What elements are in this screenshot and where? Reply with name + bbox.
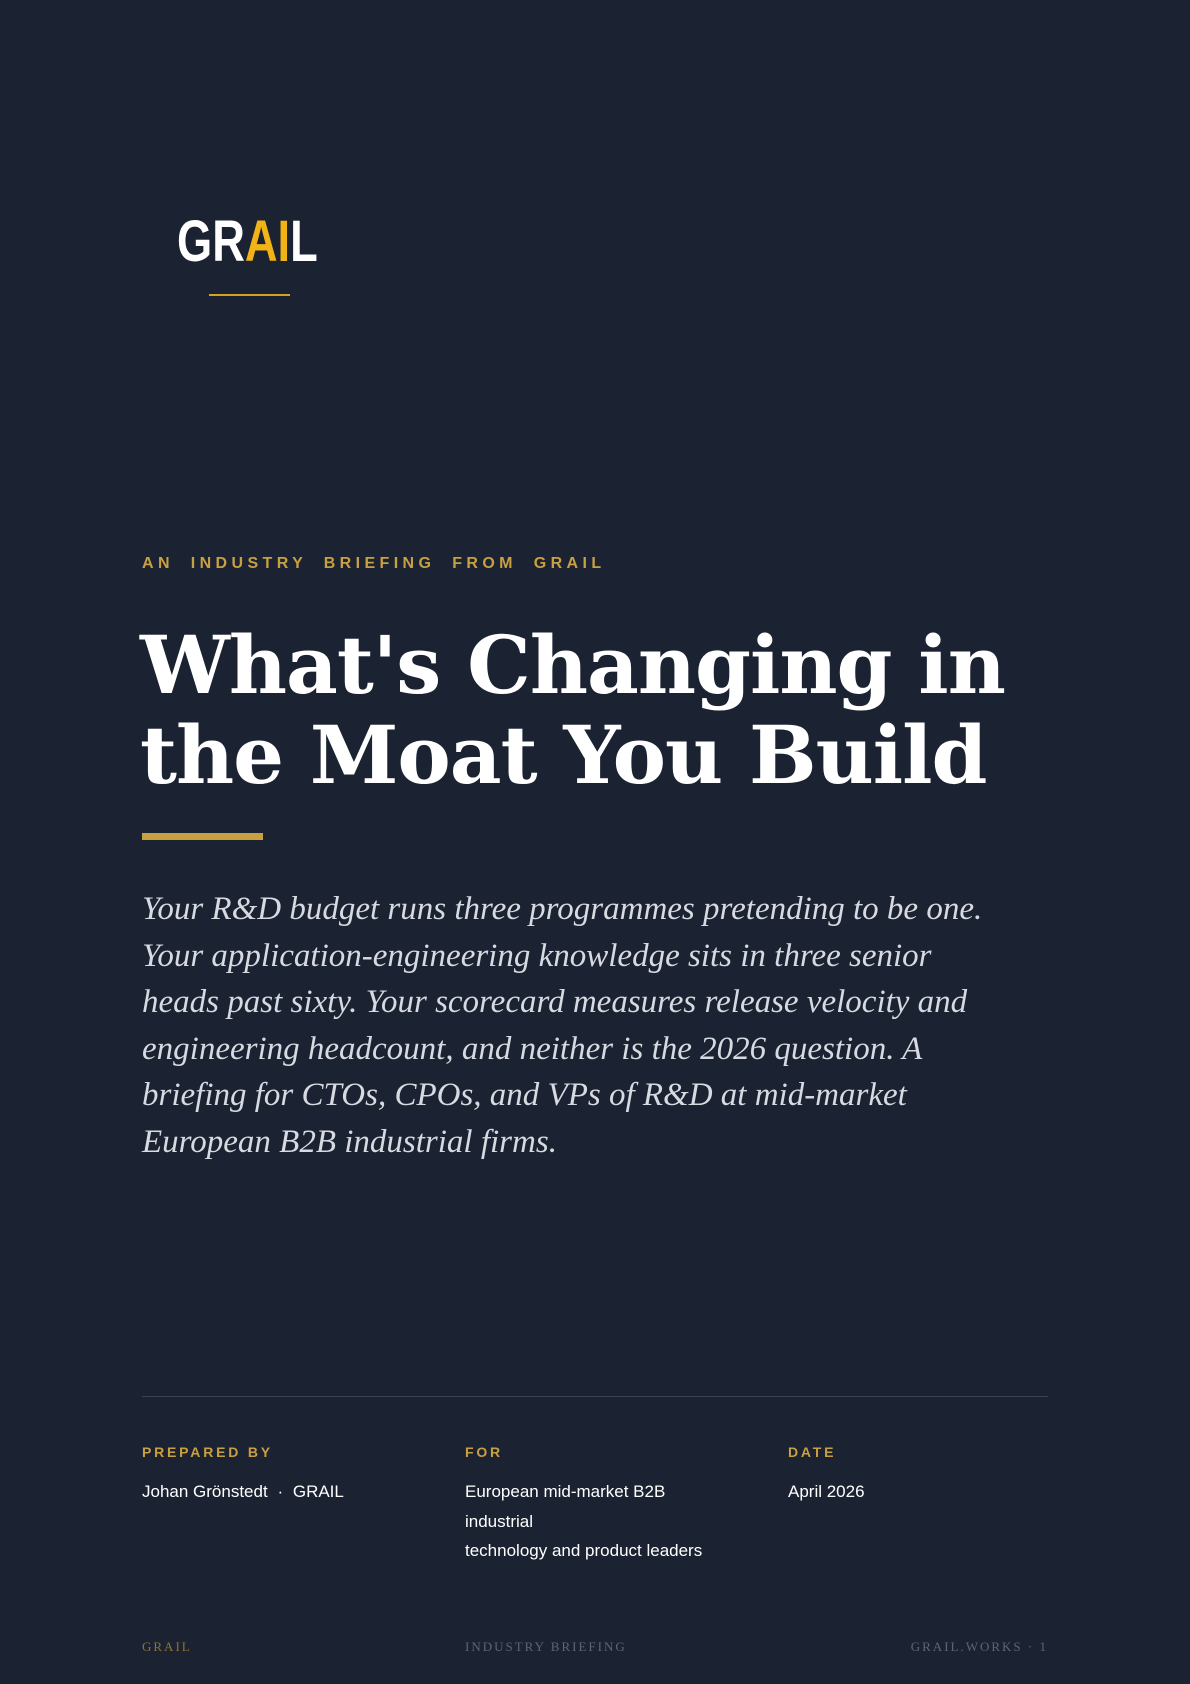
logo-underline (209, 294, 290, 296)
author-separator: · (277, 1482, 284, 1501)
for-label: FOR (465, 1444, 503, 1460)
meta-for (465, 1444, 702, 1566)
audience-line: technology and product leaders (465, 1541, 703, 1560)
footer-page-number: GRAIL.WORKS · 1 (910, 1639, 1048, 1654)
author-name: Johan Grönstedt (142, 1482, 268, 1501)
author-org: GRAIL (292, 1482, 344, 1501)
meta-prepared-by (142, 1444, 344, 1507)
title-divider (142, 833, 263, 840)
date-label: DATE (788, 1444, 837, 1460)
grail-logo (177, 209, 318, 274)
audience-line: European mid-market B2B (465, 1482, 666, 1501)
document-title: What's Changing in the Moat You Build (140, 618, 1005, 802)
prepared-by-label: PREPARED BY (142, 1444, 273, 1460)
logo-text-l: L (290, 209, 318, 274)
footer-brand: GRAIL (142, 1639, 192, 1654)
for-value (465, 1477, 702, 1566)
date-value: April 2026 (788, 1482, 865, 1501)
meta-date (788, 1444, 865, 1507)
logo-text-gr: GR (177, 209, 245, 274)
footer-section: INDUSTRY BRIEFING (465, 1639, 627, 1654)
lede-paragraph: Your R&D budget runs three programmes pretending to be one. Your application-engineering knowledge sits in three senior heads past sixty. Your scorecard measures release velocity and engineering headcount, and neither is the 2026 question. A briefing for CTOs, CPOs, and VPs of R&D at mid-market European B2B industrial firms. (142, 891, 983, 1160)
eyebrow-label: AN INDUSTRY BRIEFING FROM GRAIL (142, 555, 606, 572)
meta-divider (142, 1396, 1048, 1397)
audience-line: industrial (465, 1511, 534, 1531)
logo-text-ai: AI (244, 209, 291, 274)
prepared-by-value (142, 1477, 344, 1507)
